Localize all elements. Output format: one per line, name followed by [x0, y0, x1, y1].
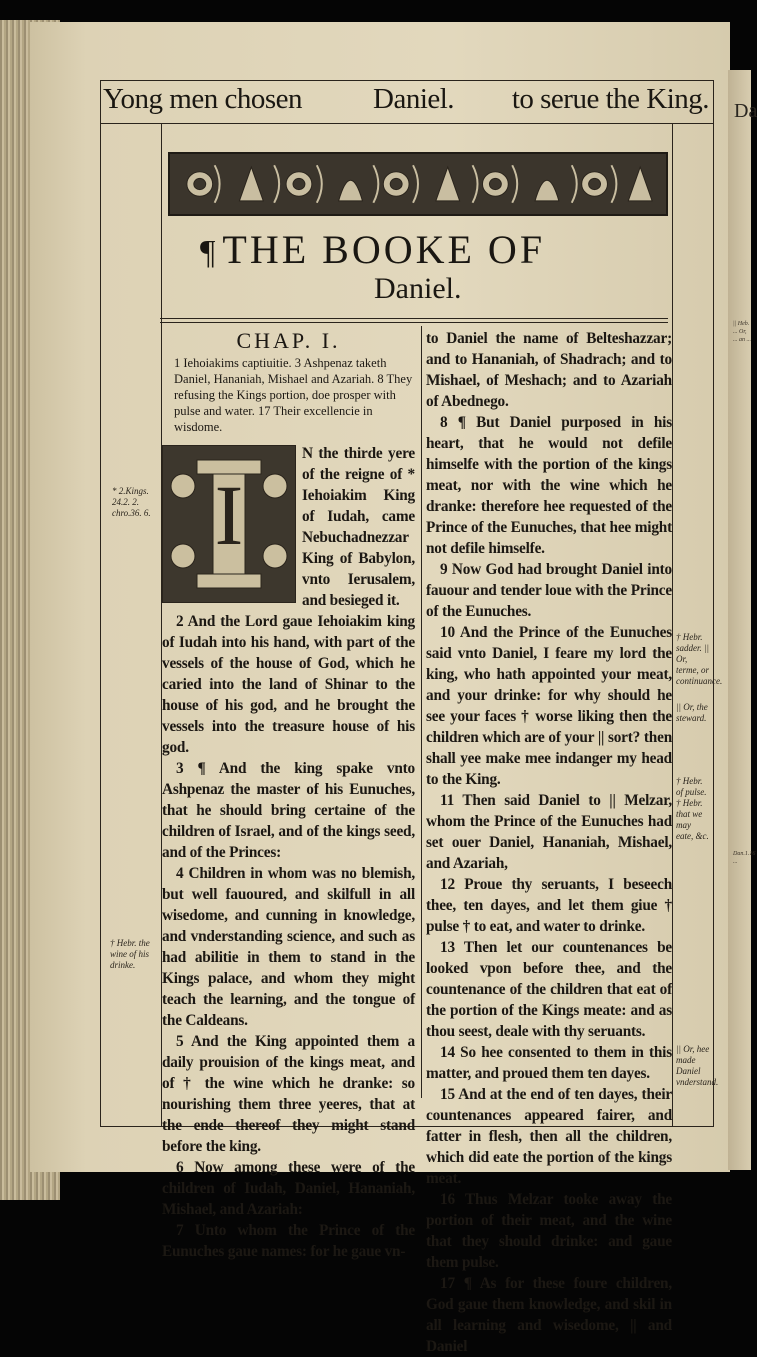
verse-7-continued: to Daniel the name of Belteshazzar; and to Hananiah, of Shadrach; and to Mishael, of Meshach; and to Azariah of Abednego.	[426, 330, 672, 410]
right-margin-rule	[672, 123, 673, 1126]
verse-12: 12 Proue thy seruants, I beseech thee, ten dayes, and let them giue † pulse † to eat, and water to drinke.	[426, 876, 672, 935]
verse-16: 16 Thus Melzar tooke away the portion of their meat, and the wine that they should drinke: and gaue them pulse.	[426, 1191, 672, 1271]
decorated-initial-i	[162, 445, 296, 603]
running-head-right: to serue the King.	[511, 83, 709, 115]
verse-15: 15 And at the end of ten dayes, their countenances appeared fairer, and fatter in flesh, then all the children, which did eate the portion of the kings meat.	[426, 1086, 672, 1187]
verse-6: 6 Now among these were of the children of Iudah, Daniel, Hananiah, Mishael, and Azariah:	[162, 1159, 415, 1218]
verse-14: 14 So hee consented to them in this matter, and proued them ten dayes.	[426, 1044, 672, 1082]
verse-1: N the thirde yere of the reigne of * Iehoiakim King of Iudah, came Nebuchadnezzar King of Babylon, vnto Ierusalem, and besieged it.	[302, 445, 415, 609]
verse-8: 8 ¶ But Daniel purposed in his heart, that he would not defile himselfe with the portion of the kings meat, nor with the wine which he dranke: therefore hee requested of the Prince of the Eunuches, that hee might not defile himselfe.	[426, 414, 672, 557]
verse-13: 13 Then let our countenances be looked vpon before thee, and the countenance of the children that eat of the portion of the Kings meate: and as thou seest, deale with thy seruants.	[426, 939, 672, 1040]
ornament-pattern	[170, 154, 666, 214]
verse-2: 2 And the Lord gaue Iehoiakim king of Iudah into his hand, with part of the vessels of the house of God, which he caried into the land of Shinar to the house of his god, and he brought the vessels into the treasure house of his god.	[162, 613, 415, 756]
verse-3: 3 ¶ And the king spake vnto Ashpenaz the master of his Eunuches, that he should bring certaine of the children of Israel, and of the kings seed, and of the Princes:	[162, 760, 415, 861]
verse-17: 17 ¶ As for these foure children, God gaue them knowledge, and skil in all learning and wisedome, || and Daniel	[426, 1275, 672, 1355]
chapter-summary: 1 Iehoiakims captiuitie. 3 Ashpenaz taketh Daniel, Hananiah, Mishael and Azariah. 8 They refusing the Kings portion, doe prosper with pulse and water. 17 Their excellencie in wisdome.	[174, 356, 413, 434]
verse-5: 5 And the King appointed them a daily prouision of the kings meat, and of † the wine which he dranke: so nourishing them three yeeres, that at the ende thereof they might stand before the king.	[162, 1033, 415, 1155]
margin-note: † Hebr. the wine of his drinke.	[110, 938, 150, 970]
left-column	[162, 330, 415, 1262]
book-title-text: THE BOOKE OF	[222, 227, 546, 272]
margin-note: † Hebr. sadder. || Or, terme, or continuance.	[676, 632, 723, 686]
title-rule	[160, 322, 668, 323]
margin-note: † Hebr. of pulse. † Hebr. that we may eate, &c.	[676, 776, 709, 841]
verse-10: 10 And the Prince of the Eunuches said vnto Daniel, I feare my lord the king, who hath appointed your meat, and your drinke: for why should he see your faces † worse liking then the children which are of your || sort? then shall yee make mee indanger my head to the King.	[426, 624, 672, 788]
facing-page-sliver	[728, 70, 757, 1170]
margin-note: || Or, hee made Daniel vnderstand.	[676, 1044, 719, 1087]
verse-9: 9 Now God had brought Daniel into fauour and tender loue with the Prince of the Eunuches.	[426, 561, 672, 620]
verse-11: 11 Then said Daniel to || Melzar, whom the Prince of the Eunuches had set ouer Daniel, Hananiah, Mishael, and Azariah,	[426, 792, 672, 872]
chapter-heading: CHAP. I.	[236, 328, 341, 353]
title-rule	[160, 318, 668, 319]
column-divider	[421, 326, 422, 1098]
right-column	[426, 328, 672, 1357]
running-head	[101, 81, 713, 124]
margin-note-cross-reference: * 2.Kings. 24.2. 2. chro.36. 6.	[112, 486, 151, 518]
running-head-center: Daniel.	[373, 83, 455, 115]
verse-4: 4 Children in whom was no blemish, but well fauoured, and skilfull in all wisedome, and cunning in knowledge, and vnderstanding science, and such as had abilitie in them to stand in the Kings palace, and whom they might teach the learning, and the tongue of the Caldeans.	[162, 865, 415, 1029]
facing-page-note: Dan.1.16 ...	[733, 851, 756, 865]
pilcrow-mark: ¶	[200, 234, 219, 271]
svg-text:I: I	[214, 467, 244, 563]
book-title-line2: Daniel.	[374, 272, 462, 305]
ornamental-headpiece	[168, 152, 668, 216]
running-head-left: Yong men chosen	[103, 83, 302, 115]
initial-ornament	[163, 446, 295, 602]
margin-note: || Or, the steward.	[676, 702, 708, 723]
facing-page-head: Da	[734, 100, 757, 122]
verse-7: 7 Unto whom the Prince of the Eunuches gaue names: for he gaue vn-	[162, 1222, 415, 1260]
facing-page-note: || Heb. ... Or, ... an ...	[733, 321, 751, 343]
book-title-line1	[200, 226, 545, 273]
